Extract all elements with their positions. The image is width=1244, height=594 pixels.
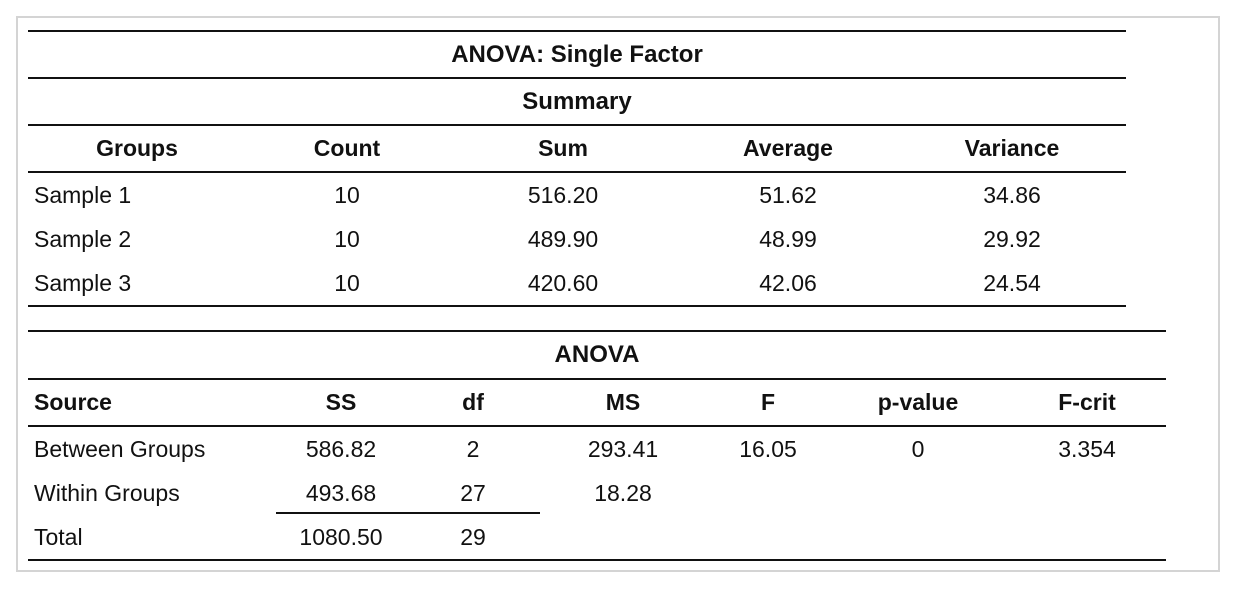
group-name: Sample 2: [34, 225, 132, 252]
f-value: 16.05: [739, 435, 797, 462]
source-label: Total: [34, 523, 83, 550]
header-sum: Sum: [538, 135, 588, 161]
anova-header-row: [28, 378, 1166, 425]
header-f-crit: F-crit: [1058, 389, 1116, 415]
df-value: 2: [466, 435, 480, 462]
ms-value: 18.28: [594, 479, 652, 506]
subtotal-rule: [276, 512, 540, 514]
source-label: Within Groups: [34, 479, 180, 506]
header-groups: Groups: [96, 135, 178, 161]
table-row: [28, 515, 1166, 561]
average-value: 51.62: [759, 181, 817, 208]
group-name: Sample 3: [34, 269, 132, 296]
group-name: Sample 1: [34, 181, 132, 208]
ss-value: 586.82: [305, 435, 377, 462]
summary-subtitle: Summary: [522, 87, 632, 115]
ms-value: 293.41: [587, 435, 659, 462]
table-row: [28, 261, 1126, 307]
count-value: 10: [334, 181, 360, 208]
variance-value: 29.92: [983, 225, 1041, 252]
f-crit-value: 3.354: [1058, 435, 1116, 462]
header-ss: SS: [325, 389, 357, 415]
count-value: 10: [334, 225, 360, 252]
anova-table: [28, 330, 1166, 561]
source-label: Between Groups: [34, 435, 206, 462]
header-f: F: [760, 389, 776, 415]
summary-title-row: [28, 30, 1126, 77]
sum-value: 420.60: [527, 269, 599, 296]
df-value: 29: [460, 523, 486, 550]
sum-value: 516.20: [527, 181, 599, 208]
header-count: Count: [313, 135, 381, 161]
table-row: [28, 217, 1126, 261]
header-variance: Variance: [964, 135, 1060, 161]
summary-table: [28, 30, 1126, 307]
header-ms: MS: [605, 389, 641, 415]
average-value: 42.06: [759, 269, 817, 296]
anova-title-row: [28, 330, 1166, 378]
count-value: 10: [334, 269, 360, 296]
variance-value: 24.54: [983, 269, 1041, 296]
summary-subtitle-row: [28, 77, 1126, 124]
p-value: 0: [911, 435, 925, 462]
df-value: 27: [460, 479, 486, 506]
table-row: [28, 425, 1166, 471]
header-p-value: p-value: [877, 389, 959, 415]
header-df: df: [462, 389, 484, 415]
ss-value: 1080.50: [299, 523, 383, 550]
table-row: [28, 471, 1166, 515]
sum-value: 489.90: [527, 225, 599, 252]
header-source: Source: [34, 389, 112, 415]
table-row: [28, 171, 1126, 217]
variance-value: 34.86: [983, 181, 1041, 208]
header-average: Average: [743, 135, 833, 161]
anova-title: ANOVA: [554, 341, 640, 368]
summary-header-row: [28, 124, 1126, 171]
table-title: ANOVA: Single Factor: [451, 40, 703, 68]
ss-value: 493.68: [305, 479, 377, 506]
average-value: 48.99: [759, 225, 817, 252]
